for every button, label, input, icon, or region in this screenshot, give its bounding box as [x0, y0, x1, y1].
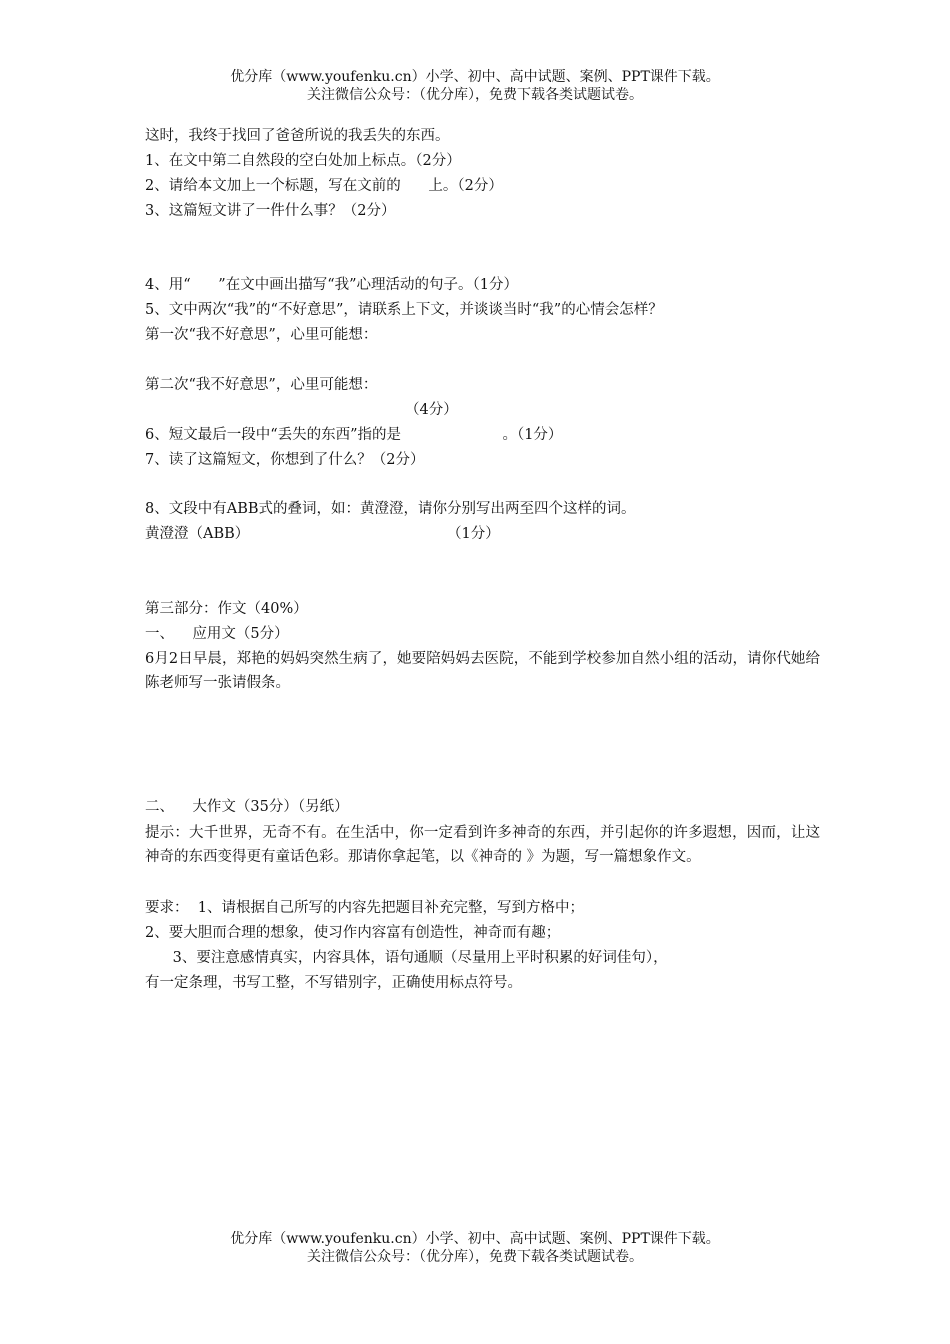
part-3-section-2-tip: 提示：大千世界，无奇不有。在生活中，你一定看到许多神奇的东西，并引起你的许多遐想，因而，让这神奇的东西变得更有童话色彩。那请你拿起笔，以《神奇的 》为题，写一篇想象作文。	[145, 825, 820, 865]
header-line-1: 优分库（www.youfenku.cn）小学、初中、高中试题、案例、PPT课件下载。	[230, 69, 720, 85]
question-6: 6、短文最后一段中“丢失的东西”指的是 。（1分）	[145, 427, 563, 443]
requirement-1: 要求： 1、请根据自己所写的内容先把题目补充完整，写到方格中；	[145, 900, 584, 916]
question-3: 3、这篇短文讲了一件什么事？（2分）	[145, 203, 396, 219]
question-8-score: （1分）	[447, 526, 500, 542]
part-3-title: 第三部分：作文（40%）	[145, 601, 308, 617]
intro-sentence: 这时，我终于找回了爸爸所说的我丢失的东西。	[145, 128, 450, 144]
page-header	[0, 68, 950, 104]
question-5-score: （4分）	[405, 402, 458, 418]
requirement-3-continued: 有一定条理，书写工整，不写错别字，正确使用标点符号。	[145, 975, 522, 991]
question-5-first: 第一次“我不好意思”，心里可能想：	[145, 327, 378, 343]
question-7: 7、读了这篇短文，你想到了什么？（2分）	[145, 452, 425, 468]
requirement-3: 3、要注意感情真实，内容具体，语句通顺（尽量用上平时积累的好词佳句），	[145, 950, 668, 966]
question-1: 1、在文中第二自然段的空白处加上标点。（2分）	[145, 153, 461, 169]
question-8-example: 黄澄澄（ABB）	[145, 526, 250, 542]
part-3-section-2-title: 二、 大作文（35分）（另纸）	[145, 799, 349, 815]
footer-line-1: 优分库（www.youfenku.cn）小学、初中、高中试题、案例、PPT课件下载。	[230, 1231, 720, 1247]
question-4: 4、用“ ”在文中画出描写“我”心理活动的句子。（1分）	[145, 277, 519, 293]
question-8: 8、文段中有ABB式的叠词，如：黄澄澄，请你分别写出两至四个这样的词。	[145, 501, 636, 517]
requirement-2: 2、要大胆而合理的想象，使习作内容富有创造性，神奇而有趣；	[145, 925, 561, 941]
part-3-section-1-title: 一、 应用文（5分）	[145, 626, 289, 642]
question-5-second: 第二次“我不好意思”，心里可能想：	[145, 377, 378, 393]
part-3-section-1-text: 6月2日早晨，郑艳的妈妈突然生病了，她要陪妈妈去医院，不能到学校参加自然小组的活动，请你代她给陈老师写一张请假条。	[145, 651, 820, 691]
page-footer	[0, 1230, 950, 1266]
question-2: 2、请给本文加上一个标题，写在文前的 上。（2分）	[145, 178, 503, 194]
footer-line-2: 关注微信公众号：（优分库），免费下载各类试题试卷。	[307, 1249, 643, 1265]
header-line-2: 关注微信公众号：（优分库），免费下载各类试题试卷。	[307, 87, 643, 103]
question-5: 5、文中两次“我”的“不好意思”，请联系上下文，并谈谈当时“我”的心情会怎样？	[145, 302, 663, 318]
